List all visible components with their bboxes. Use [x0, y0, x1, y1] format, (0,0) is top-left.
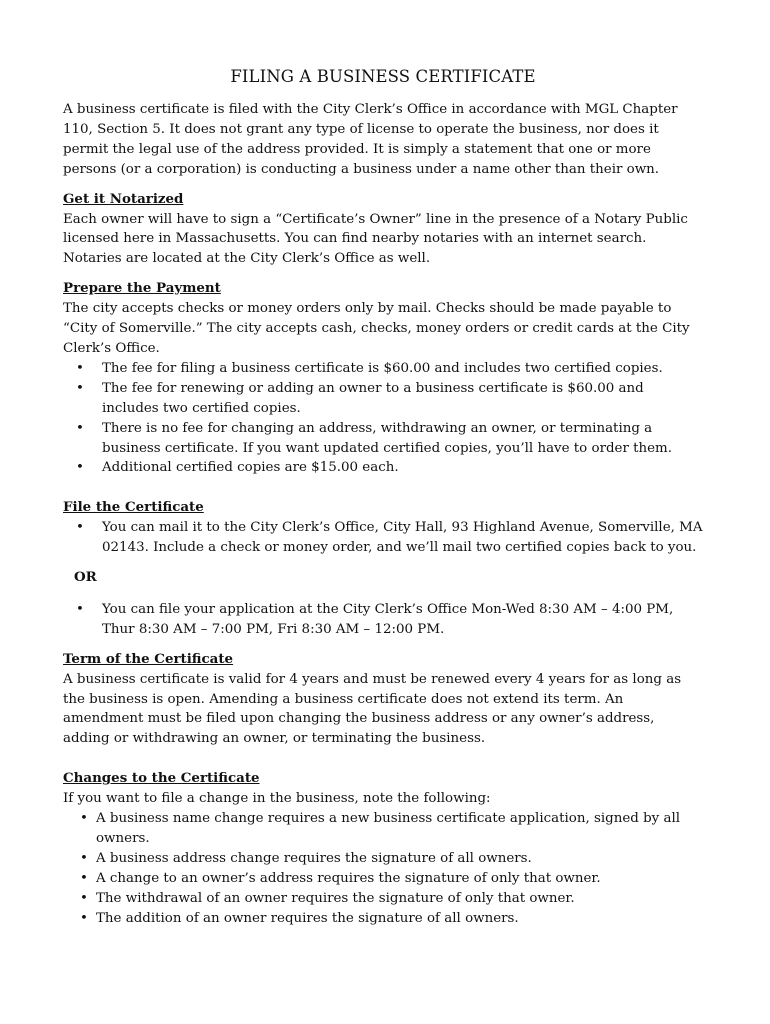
- notarized-section: [63, 190, 703, 270]
- list-item: • A business address change requires the signature of all owners.: [63, 849, 703, 869]
- list-item: • The fee for renewing or adding an owner to a business certificate is $60.00 and includes two certified copies.: [63, 379, 703, 419]
- list-item: • You can mail it to the City Clerk’s Office, City Hall, 93 Highland Avenue, Somerville, MA 02143. Include a check or money order, and we’ll mail two certified copies back to you.: [63, 518, 703, 558]
- changes-list: [63, 809, 703, 928]
- file-heading: File the Certificate: [63, 499, 204, 516]
- list-item: • The addition of an owner requires the signature of all owners.: [63, 909, 703, 929]
- changes-heading: Changes to the Certificate: [63, 770, 260, 787]
- file-option-list-2: [63, 600, 703, 640]
- document-body: [63, 66, 703, 929]
- changes-intro: If you want to file a change in the business, note the following:: [63, 791, 491, 807]
- changes-section: [63, 769, 703, 928]
- document-title: FILING A BUSINESS CERTIFICATE: [230, 67, 536, 86]
- list-item: • Additional certified copies are $15.00 each.: [63, 458, 703, 478]
- list-item: • A change to an owner’s address requires the signature of only that owner.: [63, 869, 703, 889]
- list-item: • A business name change requires a new business certificate application, signed by all owners.: [63, 809, 703, 849]
- notarized-heading: Get it Notarized: [63, 190, 184, 207]
- term-section: [63, 650, 703, 750]
- term-heading: Term of the Certificate: [63, 650, 234, 667]
- file-section: [63, 498, 703, 639]
- list-item: • The fee for filing a business certificate is $60.00 and includes two certified copies.: [63, 359, 703, 379]
- list-item: • There is no fee for changing an address, withdrawing an owner, or terminating a business certificate. If you want updated certified copies, you’ll have to order them.: [63, 419, 703, 459]
- payment-heading: Prepare the Payment: [63, 280, 221, 297]
- list-item: • You can file your application at the City Clerk’s Office Mon-Wed 8:30 AM – 4:00 PM, Thur 8:30 AM – 7:00 PM, Fri 8:30 AM – 12:00 PM.: [63, 600, 703, 640]
- payment-fee-list: [63, 359, 703, 478]
- or-separator: OR: [74, 569, 97, 586]
- payment-section: [63, 279, 703, 478]
- term-paragraph: A business certificate is valid for 4 years and must be renewed every 4 years for as long as the business is open. Amending a business certificate does not extend its term. An amendment must be filed upon changing the business address or any owner’s address, adding or withdrawing an owner, or terminating the business.: [63, 671, 682, 747]
- notarized-paragraph: Each owner will have to sign a “Certificate’s Owner” line in the presence of a Notary Public licensed here in Massachusetts. You can find nearby notaries with an internet search. Notaries are located at the City Clerk’s Office as well.: [63, 211, 688, 267]
- intro-paragraph: A business certificate is filed with the City Clerk’s Office in accordance with MGL Chapter 110, Section 5. It does not grant any type of license to operate the business, nor does it permit the legal use of the address provided. It is simply a statement that one or more persons (or a corporation) is conducting a business under a name other than their own.: [63, 102, 678, 177]
- payment-paragraph: The city accepts checks or money orders only by mail. Checks should be made payable to “City of Somerville.” The city accepts cash, checks, money orders or credit cards at the City Clerk’s Office.: [63, 301, 690, 356]
- file-option-list-1: [63, 518, 703, 558]
- list-item: • The withdrawal of an owner requires the signature of only that owner.: [63, 889, 703, 909]
